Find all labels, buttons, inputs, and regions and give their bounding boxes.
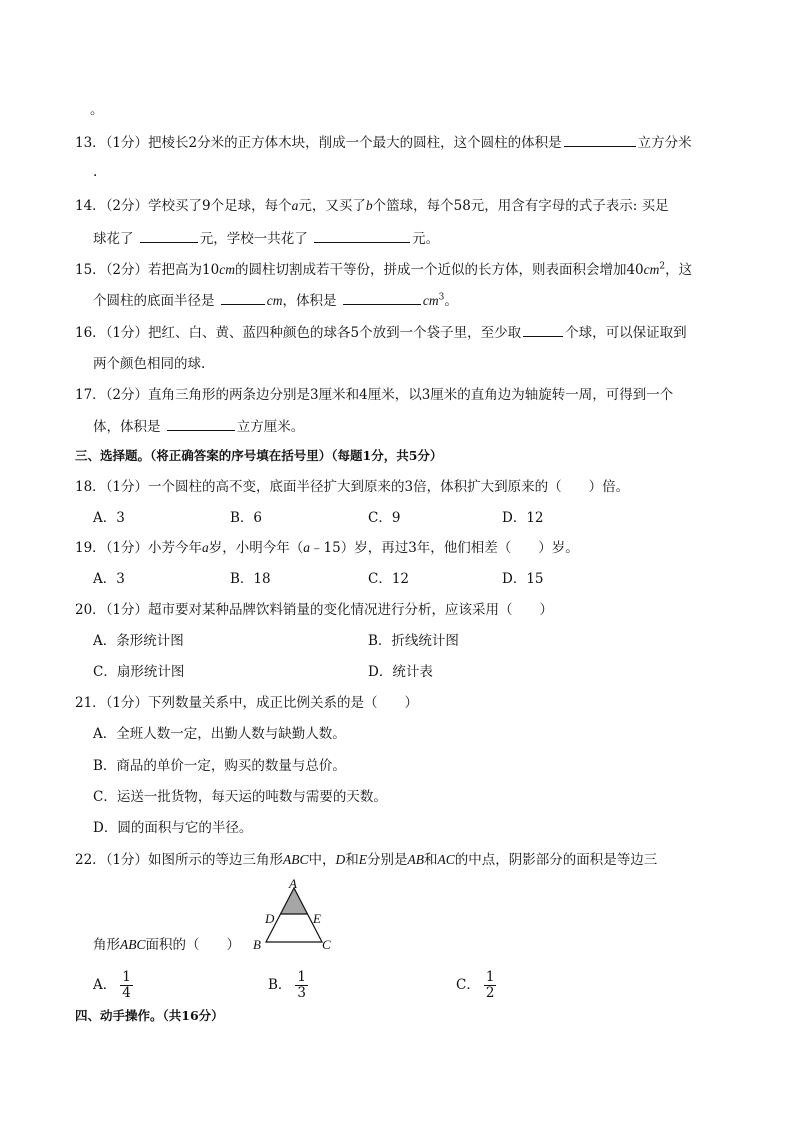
label-b: B [253,937,261,952]
question-16-line2: 两个颜色相同的球. [93,356,206,372]
q21-option-c[interactable]: C．运送一批货物，每天运的吨数与需要的天数。 [93,789,387,805]
label-c: C [322,937,331,952]
q20-option-d[interactable]: D．统计表 [368,664,433,680]
question-15-line2: 个圆柱的底面半径是 cm，体积是 $cm^3$。 [93,290,458,310]
answer-blank-16[interactable] [523,322,563,337]
label-a: A [289,876,297,891]
q21-option-b[interactable]: B．商品的单价一定，购买的数量与总价。 [93,758,346,774]
q19-option-a[interactable]: A．3 [93,571,125,587]
fraction-one-third: $\frac{1}{3}$ [297,969,307,1001]
section-4-heading: 四、动手操作。（共16分） [75,1008,224,1023]
q22-option-c[interactable]: C． $\frac{1}{2}$ [456,969,495,1001]
q18-option-b[interactable]: B．6 [230,510,263,526]
fraction-one-half: $\frac{1}{2}$ [485,969,495,1001]
q20-option-c[interactable]: C．扇形统计图 [93,664,185,680]
answer-blank-14b[interactable] [314,228,410,243]
label-d: D [265,911,275,926]
question-21: 21．（1分）下列数量关系中，成正比例关系的是（ ） [75,695,419,711]
q20-option-b[interactable]: B．折线统计图 [368,633,459,649]
answer-blank-17[interactable] [167,416,235,431]
question-16: 16．（1分）把红、白、黄、蓝四种颜色的球各5个放到一个袋子里，至少取 个球，可以保证取到 [75,322,687,342]
answer-blank-15b[interactable] [343,290,421,305]
question-22-line2: 角形ABC面积的（ ） [93,937,240,953]
q22-option-b[interactable]: B． $\frac{1}{3}$ [268,969,307,1001]
question-18: 18．（1分）一个圆柱的高不变，底面半径扩大到原来的3倍，体积扩大到原来的（ ）倍。 [75,479,630,495]
question-14: 14．（2分）学校买了9个足球，每个a元，又买了b个篮球，每个58元，用含有字母的式子表示: 买足 [75,198,669,214]
label-e: E [313,911,321,926]
q18-option-c[interactable]: C．9 [368,510,401,526]
q18-option-a[interactable]: A．3 [93,510,125,526]
fraction-one-quarter: $\frac{1}{4}$ [122,969,131,1001]
question-13: 13．（1分）把棱长2分米的正方体木块，削成一个最大的圆柱，这个圆柱的体积是 立方分米 [75,132,692,152]
answer-blank-15a[interactable] [221,290,265,305]
question-13-tail: . [93,164,98,180]
top-fragment: 。 [90,102,104,118]
answer-blank-13[interactable] [564,132,636,147]
answer-blank-14a[interactable] [140,228,198,243]
q18-option-d[interactable]: D．12 [502,510,544,526]
q20-option-a[interactable]: A．条形统计图 [93,633,184,649]
question-17-line2: 体，体积是 立方厘米。 [93,416,304,436]
q21-option-d[interactable]: D．圆的面积与它的半径。 [93,820,253,836]
q22-option-a[interactable]: A． $\frac{1}{4}$ [93,969,131,1001]
shaded-triangle-ade [280,888,308,914]
q19-option-d[interactable]: D．15 [502,571,544,587]
question-19: 19．（1分）小芳今年a岁，小明今年（a﹣15）岁，再过3年，他们相差（ ）岁。 [75,540,579,556]
q19-option-b[interactable]: B．18 [230,571,271,587]
question-20: 20．（1分）超市要对某种品牌饮料销量的变化情况进行分析，应该采用（ ） [75,602,554,618]
question-14-line2: 球花了 元，学校一共花了 元。 [93,228,439,248]
question-15: 15．（2分）若把高为10cm的圆柱切割成若干等份，拼成一个近似的长方体，则表面积会增加$40cm^2$，这 [75,261,693,278]
question-22: 22．（1分）如图所示的等边三角形ABC中，D和E分别是AB和AC的中点，阴影部分的面积是等边三 [75,852,658,868]
section-3-heading: 三、选择题。（将正确答案的序号填在括号里）（每题1分，共5分） [75,448,443,463]
q21-option-a[interactable]: A．全班人数一定，出勤人数与缺勤人数。 [93,726,346,742]
q19-option-c[interactable]: C．12 [368,571,410,587]
question-17: 17．（2分）直角三角形的两条边分别是3厘米和4厘米，以3厘米的直角边为轴旋转一周，可得到一个 [75,387,674,403]
